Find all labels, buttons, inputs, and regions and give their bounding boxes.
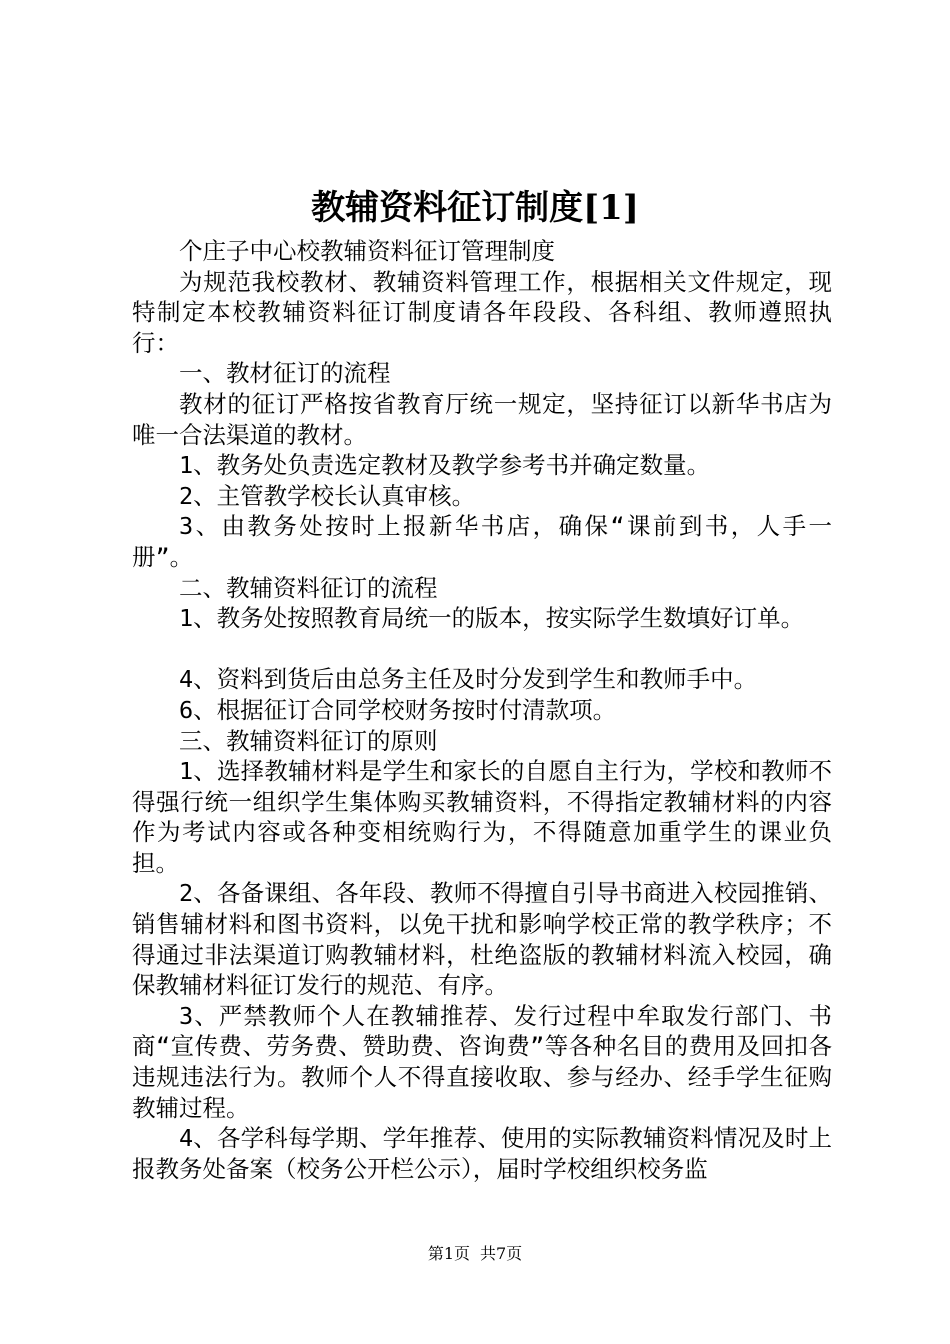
list-item: 3、由教务处按时上报新华书店，确保“课前到书，人手一册”。: [132, 512, 832, 571]
document-title: 教辅资料征订制度[1]: [311, 188, 639, 228]
list-item: 3、严禁教师个人在教辅推荐、发行过程中牟取发行部门、书商“宣传费、劳务费、赞助费、咨询费”等各种名目的费用及回扣各违规违法行为。教师个人不得直接收取、参与经办、经手学生征购教辅过程。: [132, 1001, 832, 1122]
list-item: 4、各学科每学期、学年推荐、使用的实际教辅资料情况及时上报教务处备案（校务公开栏公示），届时学校组织校务监: [132, 1124, 832, 1183]
paragraph: 教材的征订严格按省教育厅统一规定，坚持征订以新华书店为唯一合法渠道的教材。: [132, 389, 832, 449]
list-item: 2、各备课组、各年段、教师不得擅自引导书商进入校园推销、销售辅材料和图书资料，以免干扰和影响学校正常的教学秩序；不得通过非法渠道订购教辅材料，杜绝盗版的教辅材料流入校园，确保教辅材料征订发行的规范、有序。: [132, 879, 832, 1000]
list-item: 1、教务处按照教育局统一的版本，按实际学生数填好订单。: [179, 604, 805, 633]
page-total: 共7页: [480, 1244, 523, 1263]
list-item: 2、主管教学校长认真审核。: [179, 481, 476, 510]
paragraph-intro: 为规范我校教材、教辅资料管理工作，根据相关文件规定，现特制定本校教辅资料征订制度请各年段段、各科组、教师遵照执行：: [132, 267, 832, 357]
list-item: 1、选择教辅材料是学生和家长的自愿自主行为，学校和教师不得强行统一组织学生集体购买教辅资料，不得指定教辅材料的内容作为考试内容或各种变相统购行为，不得随意加重学生的课业负担。: [132, 757, 832, 877]
section-heading-1: 一、教材征订的流程: [179, 359, 391, 388]
list-item: 6、根据征订合同学校财务按时付清款项。: [179, 695, 617, 724]
section-heading-2: 二、教辅资料征订的流程: [179, 573, 438, 602]
blank-line: [132, 634, 832, 665]
page-number: 第1页: [427, 1244, 470, 1263]
page-footer: [0, 1244, 950, 1264]
list-item: 4、资料到货后由总务主任及时分发到学生和教师手中。: [179, 665, 758, 694]
list-item: 1、教务处负责选定教材及教学参考书并确定数量。: [179, 451, 711, 480]
paragraph-subtitle: 个庄子中心校教辅资料征订管理制度: [179, 237, 555, 265]
document-body: [132, 236, 832, 1184]
section-heading-3: 三、教辅资料征订的原则: [179, 726, 438, 755]
